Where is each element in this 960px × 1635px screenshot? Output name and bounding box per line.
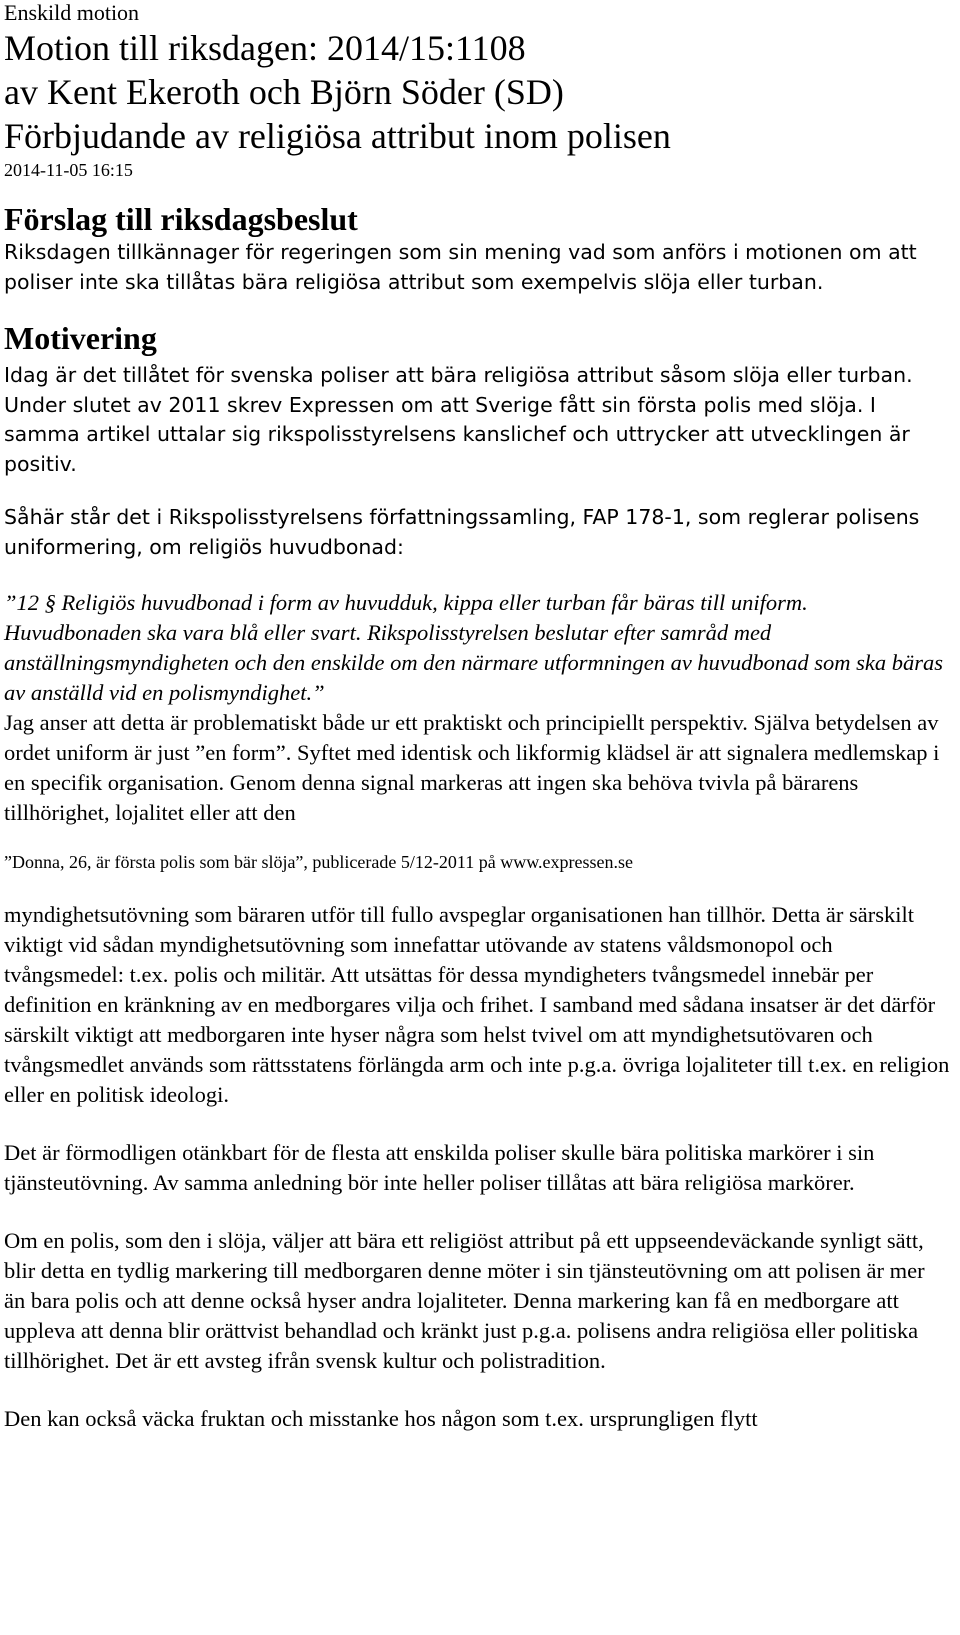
motion-subject: Förbjudande av religiösa attribut inom polisen bbox=[4, 116, 671, 156]
paragraph-5: Om en polis, som den i slöja, väljer att bära ett religiöst attribut på ett uppseendeväckande synligt sätt, blir detta en tydlig markering till medborgaren denne möter i sin tjänsteutövning om att polisen är mer än bara polis och att denne också hyser andra lojaliteter. Denna markering kan få en medborgare att uppleva att denna blir orättvist behandlad och kränkt just p.g.a. polisens andra religiösa eller politiska tillhörighet. Det är ett avsteg ifrån svensk kultur och polistradition. bbox=[4, 1228, 925, 1373]
footnote: ”Donna, 26, är första polis som bär slöja”, publicerade 5/12-2011 på www.expressen.se bbox=[4, 852, 633, 872]
publication-date: 2014-11-05 16:15 bbox=[4, 160, 133, 180]
regulation-quote: ”12 § Religiös huvudbonad i form av huvudduk, kippa eller turban får bäras till uniform. Huvudbonaden ska vara blå eller svart. Rikspolisstyrelsen beslutar efter samråd med anställningsmyndigheten och den enskilde om den närmare utformningen av huvudbonad som ska bäras av anställd vid en polismyndighet.” bbox=[4, 590, 944, 705]
document-page bbox=[4, 0, 950, 1434]
paragraph-3-part-2: myndighetsutövning som bäraren utför till fullo avspeglar organisationen han tillhör. Detta är särskilt viktigt vid sådan myndighetsutövning som innefattar utövande av statens våldsmonopol och tvångsmedel: t.ex. polis och militär. Att utsättas för dessa myndigheters tvångsmedel innebär per definition en kränkning av en medborgares vilja och frihet. I samband med sådana insatser är det därför särskilt viktigt att medborgaren inte hyser några som helst tvivel om att myndighetsutövaren och tvångsmedlet används som rättsstatens förlängda arm och inte p.g.a. övriga lojaliteter till t.ex. en religion eller en politisk ideologi. bbox=[4, 902, 950, 1107]
motivation-paragraph-2: Såhär står det i Rikspolisstyrelsens författningssamling, FAP 178-1, som reglerar polisens uniformering, om religiös huvudbonad: bbox=[4, 505, 920, 559]
paragraph-3-part-1: Jag anser att detta är problematiskt både ur ett praktiskt och principiellt perspektiv. Själva betydelsen av ordet uniform är just ”en form”. Syftet med identisk och likformig klädsel är att signalera medlemskap i en specifik organisation. Genom denna signal markeras att ingen ska behöva tvivla på bärarens tillhörighet, lojalitet eller att den bbox=[4, 710, 940, 825]
proposal-text: Riksdagen tillkännager för regeringen som sin mening vad som anförs i motionen om att poliser inte ska tillåtas bära religiösa attribut som exempelvis slöja eller turban. bbox=[4, 240, 917, 294]
paragraph-6: Den kan också väcka fruktan och misstanke hos någon som t.ex. ursprungligen flytt bbox=[4, 1406, 758, 1431]
motion-authors: av Kent Ekeroth och Björn Söder (SD) bbox=[4, 72, 564, 112]
motivation-heading: Motivering bbox=[4, 320, 157, 356]
motivation-paragraph-1: Idag är det tillåtet för svenska poliser att bära religiösa attribut såsom slöja eller turban. Under slutet av 2011 skrev Expressen om att Sverige fått sin första polis med slöja. I samma artikel uttalar sig rikspolisstyrelsens kanslichef och uttrycker att utvecklingen är positiv. bbox=[4, 363, 913, 476]
document-type: Enskild motion bbox=[4, 0, 140, 25]
proposal-heading: Förslag till riksdagsbeslut bbox=[4, 201, 358, 237]
paragraph-4: Det är förmodligen otänkbart för de flesta att enskilda poliser skulle bära politiska markörer i sin tjänsteutövning. Av samma anledning bör inte heller poliser tillåtas att bära religiösa markörer. bbox=[4, 1140, 875, 1195]
motion-number-title: Motion till riksdagen: 2014/15:1108 bbox=[4, 28, 526, 68]
